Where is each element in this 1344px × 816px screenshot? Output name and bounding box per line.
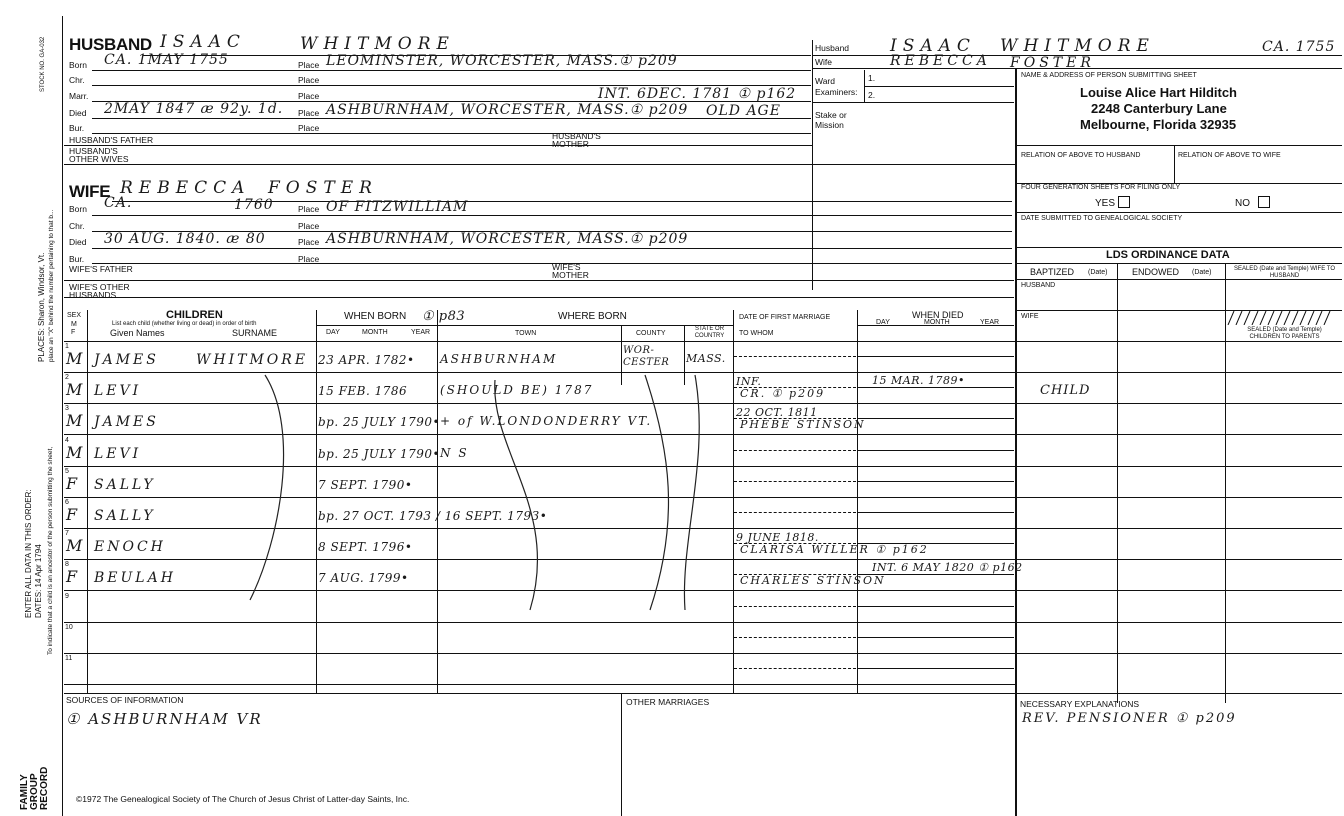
sex-m-header: M <box>71 321 77 328</box>
child-number: 9 <box>65 593 69 600</box>
husband-heading: HUSBAND <box>69 35 152 54</box>
died-mid-line <box>857 574 1014 575</box>
header-husband-last-name[interactable]: WHITMORE <box>1000 36 1155 56</box>
wife-died-place[interactable]: ASHBURNHAM, WORCESTER, MASS.① p209 <box>326 231 689 247</box>
wife-bur-label: Bur. <box>69 254 85 264</box>
husband-marr-label: Marr. <box>69 91 89 101</box>
yes-checkbox[interactable] <box>1118 196 1130 208</box>
child-given-name[interactable]: SALLY <box>94 508 156 524</box>
when-born-header: WHEN BORN <box>344 311 407 322</box>
place-label: Place <box>298 60 320 70</box>
explanations-value[interactable]: REV. PENSIONER ① p209 <box>1022 711 1237 726</box>
child-died[interactable]: INT. 6 MAY 1820 ① p162 <box>872 561 1023 574</box>
died-mid-line <box>857 356 1014 357</box>
submitter-city[interactable]: Melbourne, Florida 32935 <box>1080 117 1237 132</box>
child-spouse[interactable]: CR. ① p209 <box>740 387 826 400</box>
child-given-name[interactable]: JAMES <box>94 352 159 368</box>
date-submitted-label: DATE SUBMITTED TO GENEALOGICAL SOCIETY <box>1021 215 1183 222</box>
no-checkbox[interactable] <box>1258 196 1270 208</box>
wife-born-date[interactable]: CA. <box>104 195 133 211</box>
explanations-label: NECESSARY EXPLANATIONS <box>1020 699 1140 709</box>
endowed-label: ENDOWED <box>1132 267 1179 277</box>
examiner-2[interactable]: 2. <box>868 90 876 100</box>
husband-father-label: HUSBAND'S FATHER <box>69 135 154 145</box>
wife-other-husbands-label: WIFE'S OTHER HUSBANDS <box>69 282 130 300</box>
stake-mission-label: Stake or Mission <box>815 110 847 130</box>
child-sex[interactable]: M <box>66 536 84 555</box>
child-spouse[interactable]: CLARISA WILLER ① p162 <box>740 543 929 556</box>
ancestor-indicate-note: To indicate that a child is an ancestor of the person submitting the sheet, <box>47 446 54 655</box>
child-born-date[interactable]: 23 APR. 1782• <box>318 353 415 367</box>
wife-chr-label: Chr. <box>69 221 85 231</box>
where-born-header: WHERE BORN <box>558 311 627 322</box>
child-birth-town[interactable]: N S <box>440 446 469 460</box>
lds-title: LDS ORDINANCE DATA <box>1106 249 1230 261</box>
husband-marr-place[interactable]: INT. 6DEC. 1781 ① p162 <box>598 86 797 102</box>
endowed-date-label: (Date) <box>1192 269 1212 276</box>
child-born-date[interactable]: 7 AUG. 1799• <box>318 571 409 585</box>
place-label: Place <box>298 237 320 247</box>
child-birth-town[interactable]: (SHOULD BE) 1787 <box>440 383 594 397</box>
child-given-name[interactable]: ENOCH <box>94 539 166 555</box>
died-day-header: DAY <box>876 319 890 326</box>
child-number: 5 <box>65 468 69 475</box>
relation-wife-label: RELATION OF ABOVE TO WIFE <box>1178 152 1281 159</box>
children-list-note: List each child (whether living or dead) in order of birth <box>112 321 257 327</box>
child-birth-county[interactable]: WOR- CESTER <box>623 345 670 368</box>
sources-value[interactable]: ① ASHBURNHAM VR <box>66 710 263 728</box>
died-mid-line <box>857 637 1014 638</box>
born-day-header: DAY <box>326 329 340 336</box>
child-born-date[interactable]: 7 SEPT. 1790• <box>318 478 413 492</box>
child-row-line <box>64 684 1015 685</box>
wife-died-label: Died <box>69 237 87 247</box>
first-marriage-header: DATE OF FIRST MARRIAGE <box>739 314 831 321</box>
husband-other-wives-label: HUSBAND'S OTHER WIVES <box>69 146 129 164</box>
marriage-dash-line <box>734 356 856 357</box>
sealed-wife-label: SEALED (Date and Temple) WIFE TO HUSBAND <box>1233 266 1336 279</box>
child-number: 3 <box>65 405 69 412</box>
husband-first-name[interactable]: ISAAC <box>160 32 246 52</box>
child-number: 2 <box>65 374 69 381</box>
child-sex[interactable]: M <box>66 349 84 368</box>
places-label: PLACES: Sharon, Windsor, Vt. <box>37 252 46 362</box>
header-wife-label: Wife <box>815 57 832 67</box>
died-mid-line <box>857 450 1014 451</box>
places-note: place an "X" behind the number pertaining to that b... <box>48 209 55 362</box>
died-mid-line <box>857 481 1014 482</box>
sealed-children-label: SEALED (Date and Temple) CHILDREN TO PARENTS <box>1247 327 1322 340</box>
place-label: Place <box>298 91 320 101</box>
place-label: Place <box>298 254 320 264</box>
child-born-date[interactable]: bp. 27 OCT. 1793 / 16 SEPT. 1793• <box>318 509 548 523</box>
husband-died-note[interactable]: OLD AGE <box>706 103 781 119</box>
child-number: 4 <box>65 437 69 444</box>
died-year-header: YEAR <box>980 319 1000 326</box>
yes-label: YES <box>1095 198 1116 209</box>
given-names-header: Given Names <box>110 328 165 338</box>
place-label: Place <box>298 204 320 214</box>
handwritten-marks <box>230 370 790 660</box>
child-marriage-date[interactable]: 9 JUNE 1818. <box>736 531 819 544</box>
header-husband-year[interactable]: CA. 1755 <box>1262 39 1336 55</box>
wife-last-name[interactable]: FOSTER <box>268 178 378 198</box>
header-wife-first-name[interactable]: REBECCA <box>890 53 991 69</box>
child-sex[interactable]: F <box>66 567 79 586</box>
enter-all-data-label: ENTER ALL DATA IN THIS ORDER: <box>24 489 33 618</box>
stock-number: STOCK NO. GA-032 <box>40 36 46 92</box>
child-number: 8 <box>65 561 69 568</box>
wife-mother-label: WIFE'S MOTHER <box>552 262 589 280</box>
husband-born-label: Born <box>69 60 87 70</box>
child-sex[interactable]: M <box>66 411 84 430</box>
left-frame-line <box>62 16 63 816</box>
child-spouse[interactable]: CHARLES STINSON <box>740 574 886 587</box>
sex-f-header: F <box>71 329 76 336</box>
header-husband-first-name[interactable]: ISAAC <box>890 36 976 56</box>
examiner-1[interactable]: 1. <box>868 73 876 83</box>
child-given-name[interactable]: LEVI <box>94 446 142 462</box>
copyright: ©1972 The Genealogical Society of The Church of Jesus Christ of Latter-day Saints, Inc. <box>76 794 410 804</box>
dates-example: DATES: 14 Apr 1794 <box>34 544 43 618</box>
examiners-label: Examiners: <box>815 87 858 97</box>
state-header: STATE OR COUNTRY <box>694 326 725 339</box>
died-mid-line <box>857 387 1014 388</box>
wife-died-date[interactable]: 30 AUG. 1840. æ 80 <box>104 231 266 247</box>
submitter-name[interactable]: Louise Alice Hart Hilditch <box>1080 85 1237 100</box>
husband-died-place[interactable]: ASHBURNHAM, WORCESTER, MASS.① p209 <box>326 102 689 118</box>
died-mid-line <box>857 668 1014 669</box>
child-died[interactable]: 15 MAR. 1789• <box>872 374 965 387</box>
when-died-header: WHEN DIED <box>912 310 964 320</box>
submitter-street[interactable]: 2248 Canterbury Lane <box>1091 101 1227 116</box>
child-given-name[interactable]: JAMES <box>94 414 159 430</box>
baptized-date-label: (Date) <box>1088 269 1108 276</box>
no-label: NO <box>1235 198 1250 209</box>
place-label: Place <box>298 75 320 85</box>
to-whom-header: TO WHOM <box>739 330 774 337</box>
child-number: 1 <box>65 343 69 350</box>
when-born-ref[interactable]: ① p83 <box>422 309 466 324</box>
lds-wife-label: WIFE <box>1021 313 1039 320</box>
died-month-header: MONTH <box>924 319 950 326</box>
child-sex[interactable]: F <box>66 505 79 524</box>
child-number: 7 <box>65 530 69 537</box>
husband-died-date[interactable]: 2MAY 1847 æ 92y. 1d. <box>104 101 284 117</box>
child-spouse[interactable]: PHEBE STINSON <box>740 418 866 431</box>
place-label: Place <box>298 108 320 118</box>
child-given-name[interactable]: SALLY <box>94 477 156 493</box>
born-month-header: MONTH <box>362 329 388 336</box>
born-year-header: YEAR <box>411 329 431 336</box>
other-marriages-label: OTHER MARRIAGES <box>626 697 710 707</box>
marriage-dash-line <box>734 668 856 669</box>
submitter-label: NAME & ADDRESS OF PERSON SUBMITTING SHEET <box>1021 72 1197 79</box>
wife-born-label: Born <box>69 204 87 214</box>
child-born-date[interactable]: bp. 25 JULY 1790• <box>318 447 441 461</box>
child-marriage-date[interactable]: 22 OCT. 1811 <box>736 406 818 419</box>
town-header: TOWN <box>515 330 537 337</box>
husband-last-name[interactable]: WHITMORE <box>300 34 455 54</box>
child-born-date[interactable]: 15 FEB. 1786 <box>318 384 408 398</box>
child-sex[interactable]: M <box>66 443 84 462</box>
child-given-name[interactable]: BEULAH <box>94 570 176 586</box>
died-mid-line <box>857 606 1014 607</box>
child-birth-town[interactable]: + of W.LONDONDERRY VT. <box>440 414 653 428</box>
child-birth-state[interactable]: MASS. <box>686 352 726 365</box>
child-number: 10 <box>65 624 73 631</box>
children-header: CHILDREN <box>166 309 223 321</box>
relation-husband-label: RELATION OF ABOVE TO HUSBAND <box>1021 152 1141 159</box>
child-sex[interactable]: M <box>66 380 84 399</box>
wife-father-label: WIFE'S FATHER <box>69 264 133 274</box>
died-mid-line <box>857 543 1014 544</box>
husband-died-label: Died <box>69 108 87 118</box>
lds-husband-label: HUSBAND <box>1021 282 1056 289</box>
header-wife-last-name[interactable]: FOSTER <box>1010 55 1095 71</box>
child-birth-town[interactable]: ASHBURNHAM <box>440 352 558 366</box>
died-mid-line <box>857 418 1014 419</box>
four-generation-label: FOUR GENERATION SHEETS FOR FILING ONLY <box>1021 184 1181 191</box>
county-header: COUNTY <box>636 330 666 337</box>
child-sex[interactable]: F <box>66 474 79 493</box>
sex-header: SEX <box>67 312 82 319</box>
husband-chr-label: Chr. <box>69 75 85 85</box>
husband-born-place[interactable]: LEOMINSTER, WORCESTER, MASS.① p209 <box>326 53 678 69</box>
child-marriage-date[interactable]: INF. <box>736 375 762 388</box>
surname-header: SURNAME <box>232 328 278 338</box>
child-born-date[interactable]: 8 SEPT. 1796• <box>318 540 413 554</box>
place-label: Place <box>298 221 320 231</box>
child-lds-note[interactable]: CHILD <box>1040 383 1091 398</box>
family-group-record-label: FAMILY GROUP RECORD <box>19 766 50 810</box>
ward-label: Ward <box>815 76 835 86</box>
wife-born-place[interactable]: OF FITZWILLIAM <box>326 199 469 215</box>
middle-frame-line <box>812 40 813 290</box>
husband-bur-label: Bur. <box>69 123 85 133</box>
baptized-label: BAPTIZED <box>1030 267 1075 277</box>
header-husband-label: Husband <box>815 43 850 53</box>
child-number: 6 <box>65 499 69 506</box>
right-frame-line <box>1015 68 1017 816</box>
child-surname[interactable]: WHITMORE <box>196 352 309 368</box>
place-label: Place <box>298 123 320 133</box>
child-number: 11 <box>65 655 73 662</box>
sealed-hatch <box>1226 311 1334 325</box>
husband-born-date[interactable]: CA. 1MAY 1755 <box>104 52 229 68</box>
child-given-name[interactable]: LEVI <box>94 383 142 399</box>
wife-first-name[interactable]: REBECCA <box>120 178 251 198</box>
wife-born-year[interactable]: 1760 <box>234 197 274 213</box>
wife-heading: WIFE <box>69 182 111 201</box>
husband-mother-label: HUSBAND'S MOTHER <box>552 131 601 149</box>
child-born-date[interactable]: bp. 25 JULY 1790• <box>318 415 441 429</box>
sources-label: SOURCES OF INFORMATION <box>66 695 184 705</box>
died-mid-line <box>857 512 1014 513</box>
